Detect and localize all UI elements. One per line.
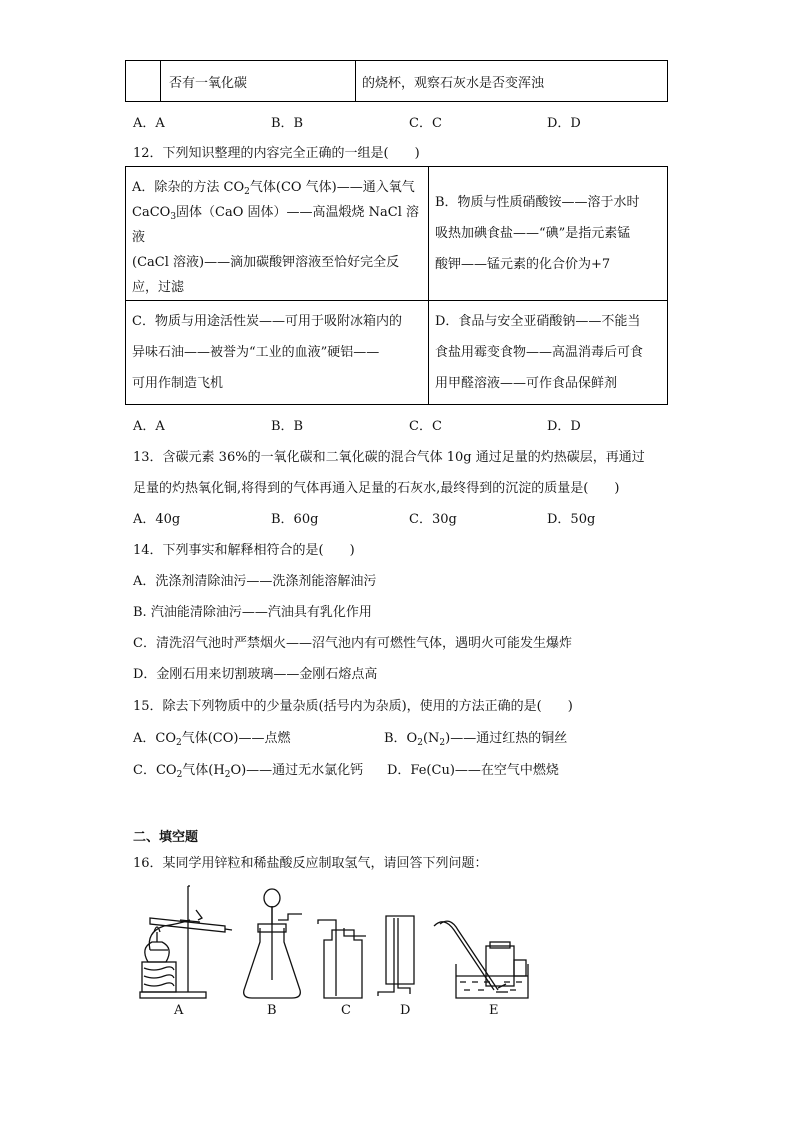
q13-line2: 足量的灼热氧化铜,将得到的气体再通入足量的石灰水,最终得到的沉淀的质量是( ) [133, 481, 620, 496]
top-table-col2 [161, 61, 356, 102]
q11-option-d: D．D [547, 116, 581, 131]
q15-b-post: )——通过红热的铜丝 [445, 731, 568, 746]
q12-cell-a-line2b: 固体（CaO 固体）——高温煅烧 NaCl 溶液 [132, 205, 420, 245]
q15-c-mid: 气体(H [182, 763, 225, 778]
q15-c-pre: C．CO [133, 763, 177, 778]
apparatus-c-drawing [318, 920, 366, 998]
q15-a-sub: 2 [176, 738, 182, 748]
q15-c-sub1: 2 [176, 770, 183, 780]
top-table-col3-text: 的烧杯，观察石灰水是否变浑浊 [362, 75, 545, 91]
q15-stem: 15．除去下列物质中的少量杂质(括号内为杂质)，使用的方法正确的是( ) [133, 699, 573, 714]
q12-table [125, 166, 668, 405]
q12-option-c: C．C [409, 419, 442, 434]
q12-cell-b [429, 167, 668, 301]
apparatus-d-drawing [378, 916, 414, 996]
q15-c-sub2: 2 [224, 770, 231, 780]
q12-option-a: A．A [133, 419, 165, 434]
top-table-col1 [126, 61, 161, 102]
q15-c-post: O)——通过无水氯化钙 [230, 763, 364, 778]
q12-stem: 12．下列知识整理的内容完全正确的一组是( ) [133, 146, 420, 161]
q11-option-a: A．A [133, 116, 165, 131]
q12-cell-b-line3: 酸钾——锰元素的化合价为+7 [435, 257, 611, 272]
q15-option-c [133, 759, 363, 778]
apparatus-label-c: C [341, 1003, 351, 1018]
q14-option-d: D．金刚石用来切割玻璃——金刚石熔点高 [133, 667, 378, 682]
q15-a-post: 气体(CO)——点燃 [181, 731, 291, 746]
apparatus-label-b: B [267, 1003, 277, 1018]
q14-stem: 14．下列事实和解释相符合的是( ) [133, 543, 355, 558]
q12-cell-d [429, 301, 668, 405]
q16-stem: 16．某同学用锌粒和稀盐酸反应制取氢气，请回答下列问题： [133, 856, 488, 871]
q15-b-sub2: 2 [439, 738, 446, 748]
apparatus-e-drawing [434, 921, 528, 998]
top-table-col3 [356, 61, 668, 102]
q12-cell-a-line3: (CaCl 溶液)——滴加碳酸钾溶液至恰好完全反 [132, 255, 400, 270]
q12-option-d: D．D [547, 419, 581, 434]
q15-option-d: D．Fe(Cu)——在空气中燃烧 [387, 763, 559, 778]
apparatus-label-a: A [174, 1003, 184, 1018]
q14-option-a: A．洗涤剂清除油污——洗涤剂能溶解油污 [133, 574, 377, 589]
q12-cell-d-line2: 食盐用霉变食物——高温消毒后可食 [435, 345, 644, 360]
top-table [125, 60, 668, 102]
q12-cell-c-line2: 异味石油——被誉为“工业的血液”硬铝—— [132, 345, 380, 360]
q12-cell-d-line3: 用甲醛溶液——可作食品保鲜剂 [435, 376, 618, 391]
q14-option-b: B. 汽油能清除油污——汽油具有乳化作用 [133, 605, 372, 620]
q12-cell-a-line1a: A．除杂的方法 CO [132, 180, 245, 195]
q15-b-mid: (N [422, 731, 440, 746]
q12-option-b: B．B [271, 419, 304, 434]
q14-option-c: C．清洗沼气池时严禁烟火——沼气池内有可燃性气体，遇明火可能发生爆炸 [133, 636, 572, 651]
q12-cell-a-line2a: CaCO [132, 205, 171, 220]
q12-cell-c-line1: C．物质与用途活性炭——可用于吸附冰箱内的 [132, 314, 402, 329]
apparatus-b-drawing [244, 889, 302, 998]
q12-cell-a-line1b: 气体(CO 气体)——通入氧气 [249, 180, 415, 195]
q13-option-c: C．30g [409, 512, 457, 527]
apparatus-label-e: E [489, 1003, 499, 1018]
q13-option-b: B．60g [271, 512, 319, 527]
q13-option-a: A．40g [133, 512, 181, 527]
q11-option-c: C．C [409, 116, 442, 131]
q15-b-pre: B．O [384, 731, 418, 746]
section-heading: 二、填空题 [133, 830, 199, 845]
q12-cell-a-sub3: 3 [170, 212, 177, 222]
apparatus-label-d: D [400, 1003, 411, 1018]
q15-a-pre: A．CO [133, 731, 176, 746]
q12-cell-c [126, 301, 429, 405]
q12-cell-a-sub2: 2 [244, 187, 250, 197]
q13-line1: 13．含碳元素 36%的一氧化碳和二氧化碳的混合气体 10g 通过足量的灼热碳层，再通过 [133, 450, 645, 465]
q12-cell-a-line4: 应，过滤 [132, 280, 185, 295]
apparatus-a-drawing [140, 886, 232, 998]
q12-cell-a [126, 167, 429, 301]
q15-option-a [133, 727, 290, 746]
q12-cell-d-line1: D．食品与安全亚硝酸钠——不能当 [435, 314, 641, 329]
q13-option-d: D．50g [547, 512, 596, 527]
q15-option-b [384, 727, 567, 746]
q12-cell-b-line1: B．物质与性质硝酸铵——溶于水时 [435, 195, 640, 210]
q12-cell-b-line2: 吸热加碘食盐——“碘”是指元素锰 [435, 226, 631, 241]
q12-cell-c-line3: 可用作制造飞机 [132, 376, 224, 391]
top-table-col2-text: 否有一氧化碳 [169, 75, 248, 91]
q15-b-sub1: 2 [417, 738, 423, 748]
apparatus-figure [130, 880, 540, 1020]
q11-option-b: B．B [271, 116, 304, 131]
